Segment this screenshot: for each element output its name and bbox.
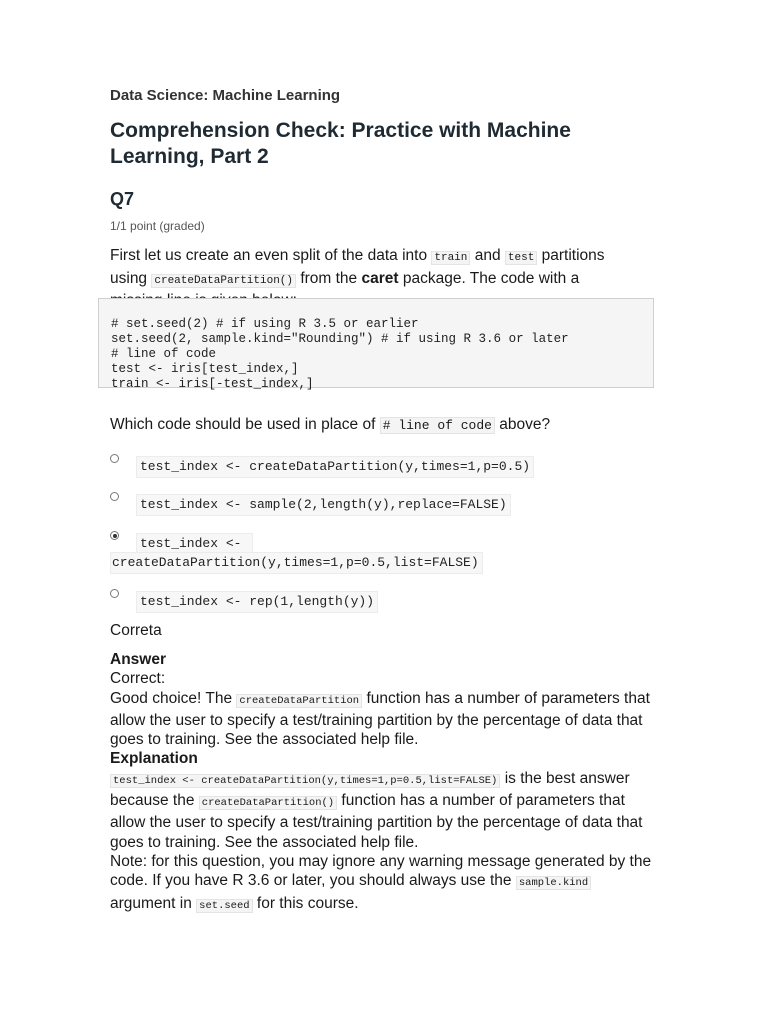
note-text (110, 852, 655, 916)
explanation-text (110, 769, 655, 852)
caret-package-name: caret (361, 269, 399, 287)
answer-status: Correct: (110, 670, 166, 688)
explanation-body: function has a number of parameters that allow the user to specify a test/training partition by the percentage of data that goes to training. See the associated help file. (110, 792, 643, 851)
result-status: Correta (110, 622, 162, 639)
feedback-text: Good choice! The (110, 689, 233, 707)
code-correct-answer: test_index <- createDataPartition(y,times=1,p=0.5,list=FALSE) (110, 774, 500, 788)
radio-button-2[interactable] (110, 492, 119, 501)
points-label: 1/1 point (graded) (110, 219, 205, 233)
prompt-text: First let us create an even split of the data into (110, 247, 428, 264)
code-line-of-code: # line of code (380, 417, 495, 434)
prompt-text: from the (300, 269, 358, 287)
code-block: # set.seed(2) # if using R 3.5 or earlier set.seed(2, sample.kind="Rounding") # if using R 3.6 or later # line of code test <- iris[test_index,] train <- iris[-test_index,] (98, 298, 654, 388)
note-body: argument in (110, 894, 192, 912)
code-create-data-partition: createDataPartition (236, 694, 362, 708)
option-code[interactable]: test_index <- rep(1,length(y)) (136, 591, 378, 613)
which-text: Which code should be used in place of (110, 416, 376, 433)
feedback-text: function has a number of parameters that allow the user to specify a test/training partition by the percentage of data that goes to training. See the associated help file. (110, 689, 650, 749)
radio-button-1[interactable] (110, 454, 119, 463)
answer-feedback (110, 689, 655, 750)
which-text: above? (499, 416, 551, 433)
option-code[interactable]: test_index <- (136, 533, 253, 555)
code-set-seed: set.seed (196, 899, 252, 913)
which-question (110, 416, 670, 434)
option-code[interactable]: test_index <- sample(2,length(y),replace=FALSE) (136, 494, 511, 516)
answer-heading: Answer (110, 651, 166, 668)
radio-button-3-selected[interactable] (110, 531, 119, 540)
prompt-text: and (474, 247, 501, 264)
radio-button-4[interactable] (110, 589, 119, 598)
prompt-text: package. The code with a (402, 269, 580, 287)
note-body: Note: for this question, you may ignore any warning message generated by the code. If you have R 3.6 or later, you should always use the (110, 852, 652, 890)
unit-title: Comprehension Check: Practice with Machine Learning, Part 2 (110, 119, 571, 168)
note-body: for this course. (256, 894, 359, 912)
problem-page (110, 86, 670, 912)
code-test: test (505, 251, 537, 265)
prompt-text: partitions using (110, 247, 605, 287)
option-code-continued[interactable]: createDataPartition(y,times=1,p=0.5,list=FALSE) (110, 552, 483, 574)
code-create-data-partition: createDataPartition() (199, 796, 337, 810)
option-code[interactable]: test_index <- createDataPartition(y,times=1,p=0.5) (136, 456, 534, 478)
answer-section (110, 650, 655, 916)
course-title: Data Science: Machine Learning (110, 87, 341, 104)
code-train: train (431, 251, 470, 265)
question-title: Q7 (110, 189, 135, 209)
explanation-heading: Explanation (110, 750, 198, 768)
code-sample-kind: sample.kind (516, 876, 591, 890)
code-create-data-partition: createDataPartition() (151, 274, 296, 288)
explanation-body: is the best answer because the (110, 769, 630, 810)
